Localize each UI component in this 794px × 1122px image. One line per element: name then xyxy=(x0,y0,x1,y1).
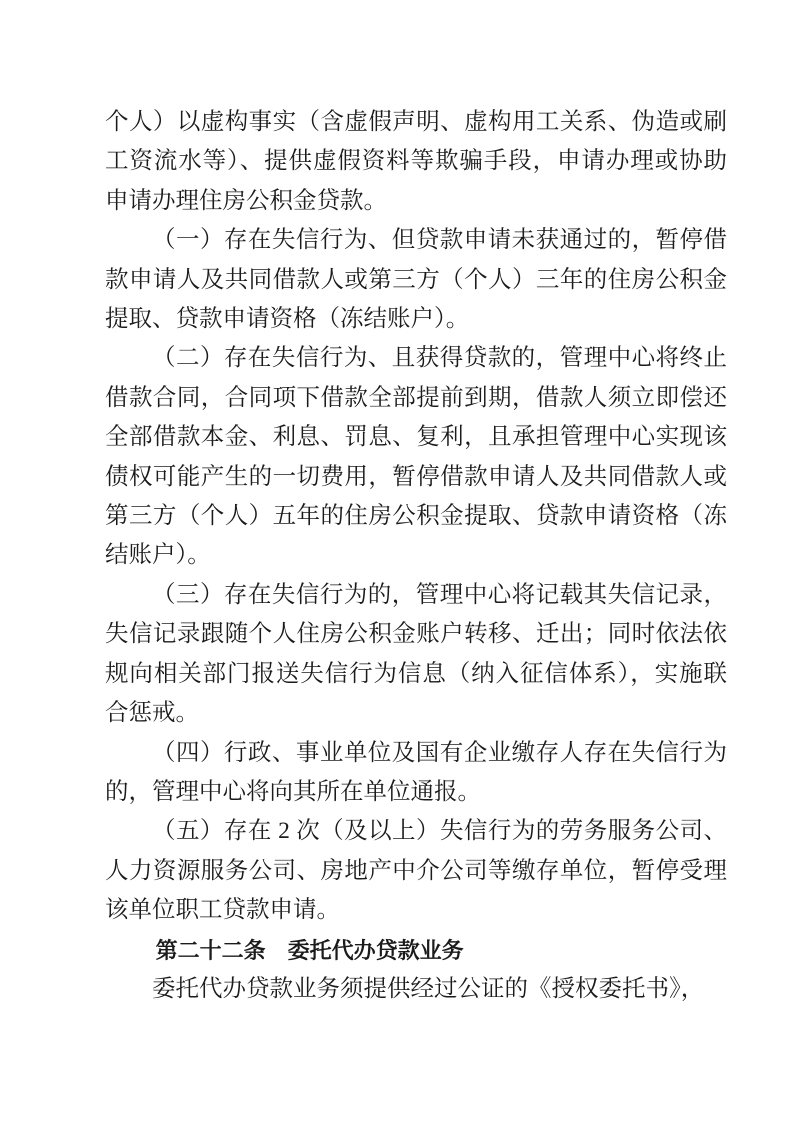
paragraph-article-22-body: 委托代办贷款业务须提供经过公证的《授权委托书》， xyxy=(152,975,705,1002)
paragraph-fraud-definition-continuation: 个人）以虚构事实（含虚假声明、虚构用工关系、伪造或刷工资流水等）、提供虚假资料等欺骗手段，申请办理或协助申请办理住房公积金贷款。 xyxy=(105,109,727,214)
document-body xyxy=(105,103,727,1009)
article-22-heading: 第二十二条 委托代办贷款业务 xyxy=(155,937,464,963)
paragraph-clause-4: （四）行政、事业单位及国有企业缴存人存在失信行为的，管理中心将向其所在单位通报。 xyxy=(105,739,727,805)
paragraph-clause-5: （五）存在 2 次（及以上）失信行为的劳务服务公司、人力资源服务公司、房地产中介公司等缴存单位，暂停受理该单位职工贷款申请。 xyxy=(105,818,727,924)
paragraph-clause-2: （二）存在失信行为、且获得贷款的，管理中心将终止借款合同，合同项下借款全部提前到期，借款人须立即偿还全部借款本金、利息、罚息、复利，且承担管理中心实现该债权可能产生的一切费用，暂停借款申请人及共同借款人或第三方（个人）五年的住房公积金提取、贷款申请资格（冻结账户）。 xyxy=(105,345,727,569)
paragraph-clause-3: （三）存在失信行为的，管理中心将记载其失信记录，失信记录跟随个人住房公积金账户转移、迁出；同时依法依规向相关部门报送失信行为信息（纳入征信体系），实施联合惩戒。 xyxy=(105,581,727,727)
paragraph-clause-1: （一）存在失信行为、但贷款申请未获通过的，暂停借款申请人及共同借款人或第三方（个人）三年的住房公积金提取、贷款申请资格（冻结账户）。 xyxy=(105,227,727,333)
